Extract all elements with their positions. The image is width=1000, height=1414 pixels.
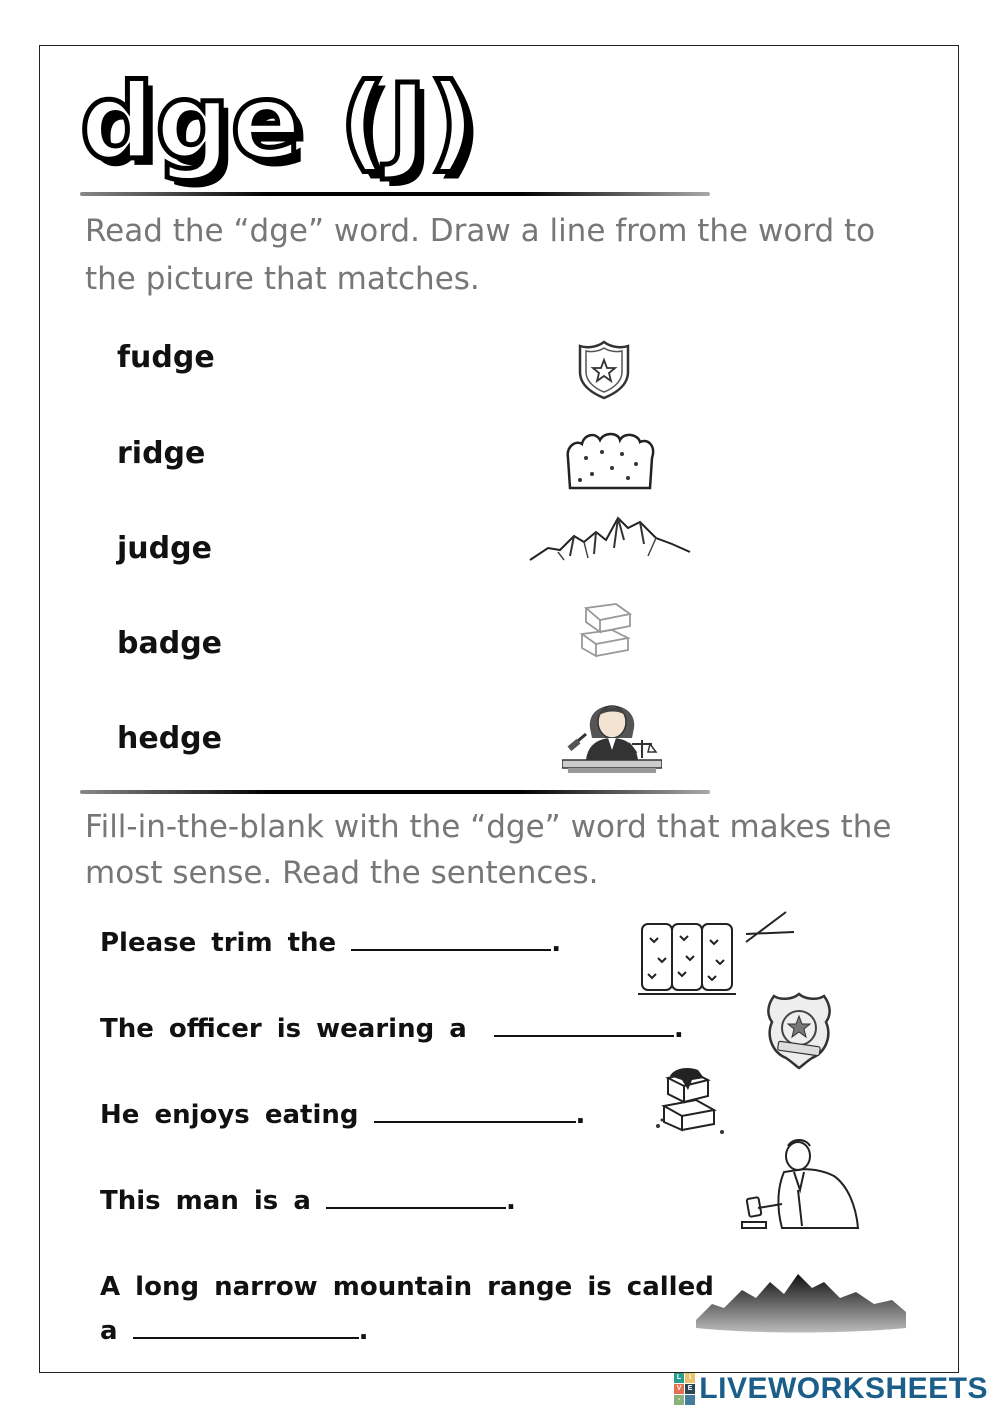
worksheet-title: dge (J) [80,61,477,183]
liveworksheets-logo-icon [674,1373,695,1405]
word-fudge[interactable]: fudge [117,340,215,375]
sentence-4-end: . [505,1186,516,1216]
mountain-range-icon [694,1264,908,1336]
word-ridge[interactable]: ridge [117,436,206,471]
liveworksheets-logo [674,1372,988,1406]
blank-3[interactable] [374,1101,576,1123]
sentence-5-line2-text: a [100,1316,118,1346]
sentence-1-text: Please trim the [100,928,337,958]
logo-tile: V [674,1384,684,1394]
fudge-icon[interactable] [576,600,636,660]
sentence-5-text: A long narrow mountain range is called [100,1272,714,1302]
word-judge[interactable]: judge [117,531,212,566]
sentence-2-end: . [673,1014,684,1044]
section2-instructions: Fill-in-the-blank with the “dge” word that makes the most sense. Read the sentences. [85,809,892,891]
mountain-ridge-icon[interactable] [528,510,692,566]
logo-tile: E [685,1384,695,1394]
logo-tile: L [674,1373,684,1383]
blank-5[interactable] [133,1317,359,1339]
logo-tile: I [685,1373,695,1383]
logo-tile [685,1395,695,1405]
blank-4[interactable] [326,1187,506,1209]
liveworksheets-logo-text: LIVEWORKSHEETS [699,1372,988,1405]
badge-icon[interactable] [572,338,636,402]
section-divider [80,790,710,794]
word-badge[interactable]: badge [117,626,223,661]
sentence-5-line2 [100,1316,369,1346]
sentence-5-end: . [358,1316,369,1346]
sentence-3 [100,1100,585,1130]
sentence-3-text: He enjoys eating [100,1100,359,1130]
police-badge-icon [764,990,834,1072]
sentence-3-end: . [575,1100,586,1130]
sentence-4-text: This man is a [100,1186,311,1216]
sentence-5 [100,1272,714,1302]
judge-gavel-icon [738,1136,862,1232]
fudge-chocolate-icon [652,1066,732,1138]
section1-instructions: Read the “dge” word. Draw a line from the word to the picture that matches. [85,213,876,297]
sentence-2-text: The officer is wearing a [100,1014,467,1044]
sentence-2 [100,1014,684,1044]
sentence-1 [100,928,561,958]
logo-tile: - [674,1395,684,1405]
sentence-4 [100,1186,516,1216]
hedge-icon[interactable] [562,428,658,494]
sentence-1-end: . [551,928,562,958]
title-divider [80,192,710,196]
blank-2[interactable] [494,1015,674,1037]
blank-1[interactable] [351,929,551,951]
word-hedge[interactable]: hedge [117,721,222,756]
hedge-shears-icon [636,906,800,998]
judge-icon[interactable] [562,688,662,774]
